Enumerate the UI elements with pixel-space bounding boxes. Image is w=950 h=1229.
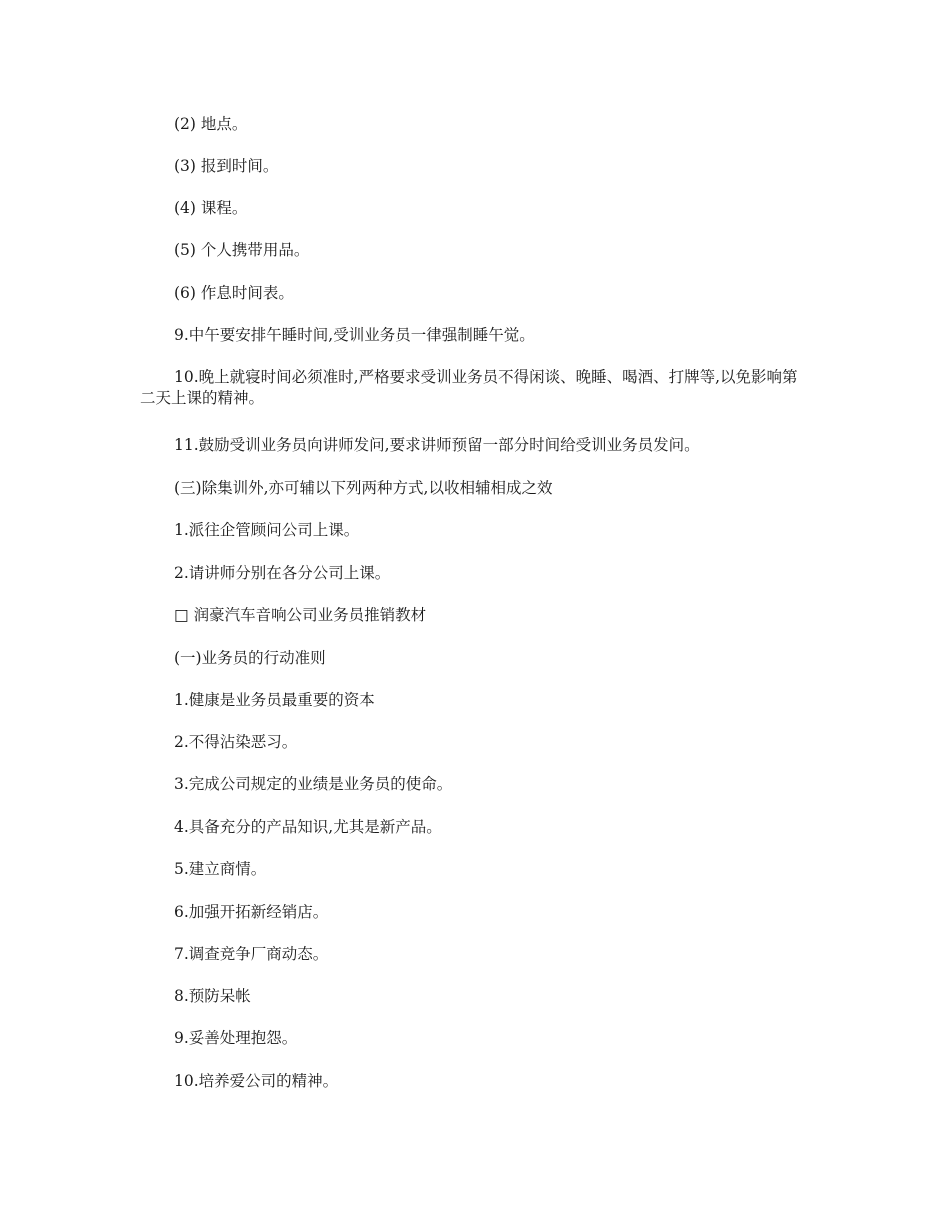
paragraph: 2.不得沾染恶习。 (174, 733, 298, 751)
paragraph: 4.具备充分的产品知识,尤其是新产品。 (174, 818, 442, 836)
paragraph: (6) 作息时间表。 (174, 284, 294, 302)
paragraph: 9.中午要安排午睡时间,受训业务员一律强制睡午觉。 (174, 326, 535, 344)
paragraph: (3) 报到时间。 (174, 157, 279, 175)
paragraph: (4) 课程。 (174, 199, 248, 217)
paragraph: 5.建立商情。 (174, 860, 267, 878)
paragraph: 2.请讲师分别在各分公司上课。 (174, 564, 391, 582)
paragraph: 7.调查竞争厂商动态。 (174, 945, 329, 963)
paragraph: 9.妥善处理抱怨。 (174, 1029, 298, 1047)
paragraph: 1.派往企管顾问公司上课。 (174, 521, 360, 539)
paragraph: (2) 地点。 (174, 115, 248, 133)
paragraph: 3.完成公司规定的业绩是业务员的使命。 (174, 775, 453, 793)
section-heading: (一)业务员的行动准则 (174, 649, 326, 667)
chapter-heading: □ 润豪汽车音响公司业务员推销教材 (174, 606, 427, 624)
paragraph: 11.鼓励受训业务员向讲师发问,要求讲师预留一部分时间给受训业务员发问。 (174, 436, 700, 454)
paragraph: 1.健康是业务员最重要的资本 (174, 691, 375, 709)
paragraph: 6.加强开拓新经销店。 (174, 903, 329, 921)
section-heading: (三)除集训外,亦可辅以下列两种方式,以收相辅相成之效 (174, 479, 553, 497)
paragraph: 8.预防呆帐 (174, 987, 251, 1005)
paragraph: (5) 个人携带用品。 (174, 241, 310, 259)
paragraph: 10.培养爱公司的精神。 (174, 1072, 339, 1090)
paragraph: 10.晚上就寝时间必须准时,严格要求受训业务员不得闲谈、晚睡、喝酒、打牌等,以免影响第二天上课的精神。 (140, 368, 798, 407)
